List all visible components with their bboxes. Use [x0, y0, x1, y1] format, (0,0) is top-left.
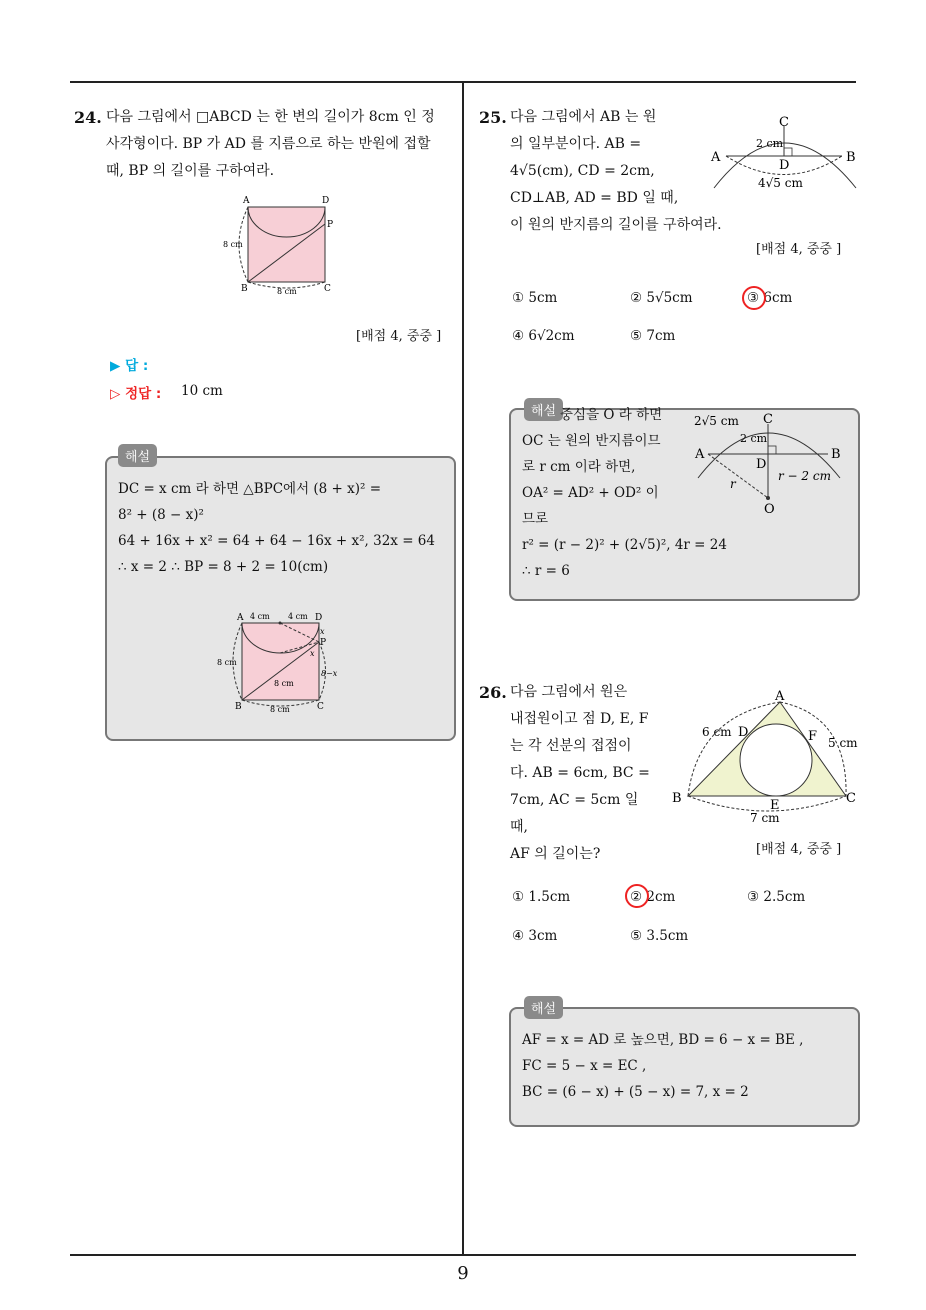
q26-number: 26.: [479, 683, 507, 702]
q24-text: [106, 104, 456, 185]
q25-sol-ad-label: 2√5 cm: [694, 414, 739, 428]
q24-fig-label-b: B: [241, 284, 248, 294]
q25-solution-line: OC 는 원의 반지름이므: [522, 433, 661, 449]
q26-choice-4[interactable]: ④ 3cm: [512, 928, 558, 944]
q25-figure: [706, 108, 861, 196]
q24-fig-side-label: 8 cm: [223, 240, 243, 249]
q25-fig-cd-label: 2 cm: [756, 137, 784, 150]
q24-solution-line: 8² + (8 − x)²: [118, 507, 204, 523]
q26-fig-ac-label: 5 cm: [828, 736, 858, 750]
q26-score: [배점 4, 중중 ]: [756, 842, 842, 857]
q26-marked-answer-circle: [625, 884, 649, 908]
q26-choice-5[interactable]: ⑤ 3.5cm: [630, 928, 689, 944]
q24-fig-label-a: A: [243, 196, 250, 206]
q25-fig-label-a: A: [711, 150, 721, 165]
q24-fig-label-c: C: [324, 284, 331, 294]
q25-solution-line: 중심을 O 라 하면: [560, 407, 663, 423]
q26-line: 다음 그림에서 원은: [510, 684, 628, 700]
q24-sol-diag: 8 cm: [274, 679, 294, 688]
q24-solution-line: ∴ x = 2 ∴ BP = 8 + 2 = 10(cm): [118, 559, 329, 575]
q26-solution-line: BC = (6 − x) + (5 − x) = 7, x = 2: [522, 1084, 749, 1100]
q24-fig-label-d: D: [322, 196, 330, 206]
q25-solution-line: OA² = AD² + OD² 이: [522, 485, 659, 501]
q25-solution-line: r² = (r − 2)² + (2√5)², 4r = 24: [522, 537, 727, 553]
q24-fig-bottom-label: 8 cm: [277, 287, 297, 296]
q26-fig-ab-label: 6 cm: [702, 725, 732, 739]
q25-sol-label-d: D: [756, 457, 767, 472]
q25-fig-ab-label: 4√5 cm: [758, 176, 803, 190]
q24-sol-label-b: B: [235, 702, 242, 712]
q24-sol-label-p: P: [320, 638, 327, 648]
q24-line: 때, BP 의 길이를 구하여라.: [106, 163, 275, 179]
q26-text: [510, 679, 660, 868]
q25-solution-line: 므로: [522, 511, 549, 527]
q25-sol-label-o: O: [764, 502, 775, 517]
q25-fig-label-d: D: [779, 158, 790, 173]
q25-solution-figure: [690, 408, 850, 518]
q24-number: 24.: [74, 108, 102, 127]
q26-fig-label-d: D: [738, 725, 749, 740]
q25-choice-4[interactable]: ④ 6√2cm: [512, 328, 575, 344]
q25-sol-label-b: B: [831, 447, 841, 462]
q25-choice-3[interactable]: ③ 6cm: [747, 290, 793, 306]
q26-solution-tag: 해설: [524, 996, 563, 1019]
q24-fig-label-p: P: [327, 220, 334, 230]
q24-sol-x2: x: [310, 649, 315, 658]
q24-solution-tag: 해설: [118, 444, 157, 467]
q26-choice-2[interactable]: ② 2cm: [630, 889, 676, 905]
q26-solution-text: [522, 1027, 847, 1105]
q24-solution-figure: [212, 606, 347, 718]
q25-solution-tag: 해설: [524, 398, 563, 421]
q26-choice-1[interactable]: ① 1.5cm: [512, 889, 571, 905]
q24-line: 사각형이다. BP 가 AD 를 지름으로 하는 반원에 접할: [106, 136, 431, 152]
q25-line: CD⊥AB, AD = BD 일 때,: [510, 190, 679, 206]
column-divider: [462, 82, 464, 1255]
q26-fig-label-c: C: [846, 791, 856, 806]
q26-fig-label-e: E: [770, 798, 780, 813]
q24-sol-x: x: [320, 627, 325, 636]
q24-correct-value: 10 cm: [181, 383, 223, 399]
q24-sol-label-a: A: [237, 613, 244, 623]
q25-solution-line: ∴ r = 6: [522, 563, 570, 579]
q24-correct-label: ▷ 정답 :: [110, 386, 162, 402]
q24-sol-top2: 4 cm: [288, 612, 308, 621]
q26-line: 내접원이고 점 D, E, F: [510, 711, 649, 727]
q24-score: [배점 4, 중중 ]: [356, 329, 442, 344]
q25-sol-label-c: C: [763, 412, 773, 427]
q25-number: 25.: [479, 108, 507, 127]
q25-score: [배점 4, 중중 ]: [756, 242, 842, 257]
q26-solution-line: FC = 5 − x = EC ,: [522, 1058, 647, 1074]
q26-fig-label-a: A: [775, 689, 785, 704]
q24-sol-top1: 4 cm: [250, 612, 270, 621]
q24-sol-label-d: D: [315, 613, 323, 623]
q26-fig-bc-label: 7 cm: [750, 811, 780, 825]
q26-line: 다. AB = 6cm, BC =: [510, 765, 650, 781]
q25-choice-5[interactable]: ⑤ 7cm: [630, 328, 676, 344]
q25-line: 의 일부분이다. AB =: [510, 136, 642, 152]
q25-sol-od-label: r − 2 cm: [778, 469, 831, 483]
q26-line: 는 각 선분의 접점이: [510, 738, 632, 754]
q24-figure: [215, 190, 340, 300]
q24-sol-rem: 8−x: [321, 669, 338, 678]
q26-fig-label-b: B: [672, 791, 682, 806]
q24-line: 다음 그림에서 □ABCD 는 한 변의 길이가 8cm 인 정: [106, 109, 435, 125]
q26-line: AF 의 길이는?: [510, 846, 601, 862]
q25-solution-line: 로 r cm 이라 하면,: [522, 459, 636, 475]
q25-marked-answer-circle: [742, 286, 766, 310]
q26-line: 7cm, AC = 5cm 일 때,: [510, 792, 639, 835]
q24-sol-bottom: 8 cm: [270, 705, 290, 714]
q24-sol-label-c: C: [317, 702, 324, 712]
q24-answer-label: ▶ 답 :: [110, 358, 149, 374]
q25-choice-1[interactable]: ① 5cm: [512, 290, 558, 306]
q26-fig-label-f: F: [808, 729, 818, 744]
q24-solution-line: DC = x cm 라 하면 △BPC에서 (8 + x)² =: [118, 481, 382, 497]
q25-choice-2[interactable]: ② 5√5cm: [630, 290, 693, 306]
q25-sol-cd-label: 2 cm: [740, 432, 768, 445]
q24-solution-line: 64 + 16x + x² = 64 + 64 − 16x + x², 32x = 64: [118, 533, 435, 549]
bottom-rule: [70, 1254, 856, 1256]
q25-sol-label-a: A: [695, 447, 705, 462]
q25-line: 다음 그림에서 AB 는 원: [510, 109, 657, 125]
q25-line: 이 원의 반지름의 길이를 구하여라.: [510, 217, 722, 233]
q25-fig-label-b: B: [846, 150, 856, 165]
q24-solution-text: [118, 476, 443, 580]
q26-solution-line: AF = x = AD 로 높으면, BD = 6 − x = BE ,: [522, 1032, 804, 1048]
q25-sol-r-label: r: [730, 477, 736, 491]
q26-choice-3[interactable]: ③ 2.5cm: [747, 889, 806, 905]
q26-figure: [668, 686, 863, 826]
page-number: 9: [457, 1263, 469, 1284]
q25-fig-label-c: C: [779, 115, 789, 130]
q24-sol-side: 8 cm: [217, 658, 237, 667]
q25-line: 4√5(cm), CD = 2cm,: [510, 163, 655, 179]
